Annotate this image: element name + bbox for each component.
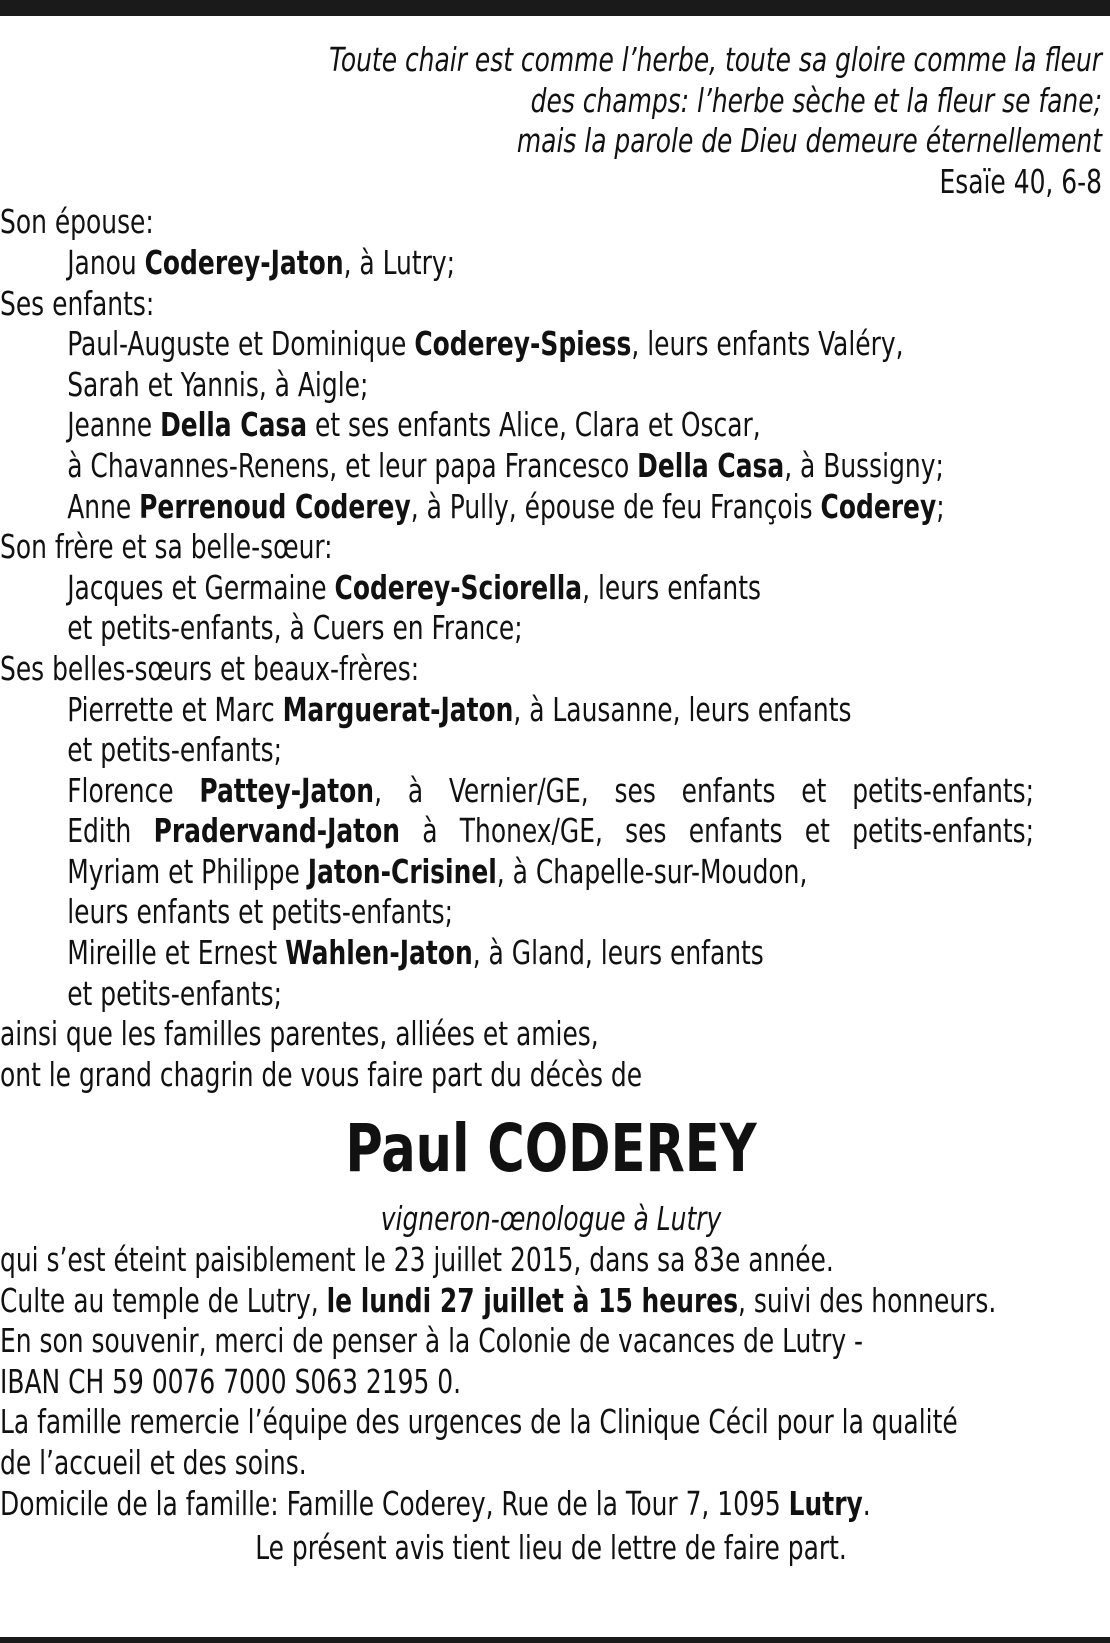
- children-section: [0, 284, 1102, 528]
- family-entry: Myriam et Philippe Jaton-Crisinel, à Chapelle-sur-Moudon,: [67, 851, 808, 891]
- bible-quote: [0, 40, 1102, 202]
- family-entry-continued: et petits-enfants;: [67, 973, 283, 1013]
- top-rule: [0, 0, 1110, 16]
- section-heading: Ses enfants:: [0, 283, 155, 323]
- family-entry-continued: à Chavannes-Renens, et leur papa Francesco Della Casa, à Bussigny;: [67, 445, 944, 485]
- quote-line: des champs: l’herbe sèche et la fleur se fane;: [530, 80, 1102, 120]
- family-entry-continued: et petits-enfants;: [67, 730, 283, 770]
- details-line: qui s’est éteint paisiblement le 23 juillet 2015, dans sa 83e année.: [0, 1240, 834, 1280]
- inlaws-section: [0, 649, 1102, 1014]
- brother-section: [0, 527, 1102, 649]
- quote-line: Toute chair est comme l’herbe, toute sa gloire comme la fleur: [329, 40, 1103, 79]
- family-entry: Edith Pradervand-Jaton à Thonex/GE, ses enfants et petits-enfants;: [67, 811, 1035, 851]
- family-entry: Pierrette et Marc Marguerat-Jaton, à Lausanne, leurs enfants: [67, 689, 852, 729]
- family-entry: Florence Pattey-Jaton, à Vernier/GE, ses enfants et petits-enfants;: [67, 770, 1035, 810]
- announcement-line: ainsi que les familles parentes, alliées et amies,: [0, 1014, 599, 1054]
- quote-line: mais la parole de Dieu demeure éternellement: [516, 121, 1102, 161]
- family-entry: Paul-Auguste et Dominique Coderey-Spiess, leurs enfants Valéry,: [67, 324, 904, 364]
- family-address: Domicile de la famille: Famille Coderey, Rue de la Tour 7, 1095 Lutry.: [0, 1483, 871, 1523]
- details-line: La famille remercie l’équipe des urgences de la Clinique Cécil pour la qualité: [0, 1402, 958, 1442]
- announcement: [0, 1014, 1102, 1095]
- deceased-name: Paul CODEREY: [345, 1110, 757, 1188]
- obituary-notice: [0, 40, 1102, 1569]
- family-entry: Jacques et Germaine Coderey-Sciorella, leurs enfants: [67, 567, 761, 607]
- details-section: [0, 1240, 1102, 1524]
- family-entry: Mireille et Ernest Wahlen-Jaton, à Gland, leurs enfants: [67, 933, 764, 973]
- family-entry-continued: Sarah et Yannis, à Aigle;: [67, 364, 369, 404]
- service-info: Culte au temple de Lutry, le lundi 27 juillet à 15 heures, suivi des honneurs.: [0, 1280, 997, 1320]
- family-entry-continued: leurs enfants et petits-enfants;: [67, 892, 454, 932]
- family-entry: Janou Coderey-Jaton, à Lutry;: [67, 242, 456, 282]
- bottom-rule: [0, 1637, 1110, 1643]
- announcement-line: ont le grand chagrin de vous faire part du décès de: [0, 1054, 643, 1094]
- family-entry-continued: et petits-enfants, à Cuers en France;: [67, 608, 523, 648]
- details-line: de l’accueil et des soins.: [0, 1443, 307, 1482]
- section-heading: Son frère et sa belle-sœur:: [0, 527, 333, 567]
- section-heading: Ses belles-sœurs et beaux-frères:: [0, 648, 420, 688]
- closing-note: Le présent avis tient lieu de lettre de faire part.: [255, 1528, 847, 1568]
- spouse-section: [0, 202, 1102, 283]
- section-heading: Son épouse:: [0, 202, 154, 242]
- quote-reference: Esaïe 40, 6-8: [939, 161, 1102, 201]
- details-line: En son souvenir, merci de penser à la Colonie de vacances de Lutry -: [0, 1321, 863, 1361]
- deceased-title: vigneron-œnologue à Lutry: [380, 1199, 722, 1239]
- iban-line: IBAN CH 59 0076 7000 S063 2195 0.: [0, 1361, 462, 1401]
- family-entry: Jeanne Della Casa et ses enfants Alice, Clara et Oscar,: [67, 405, 761, 445]
- family-entry: Anne Perrenoud Coderey, à Pully, épouse de feu François Coderey;: [67, 486, 945, 526]
